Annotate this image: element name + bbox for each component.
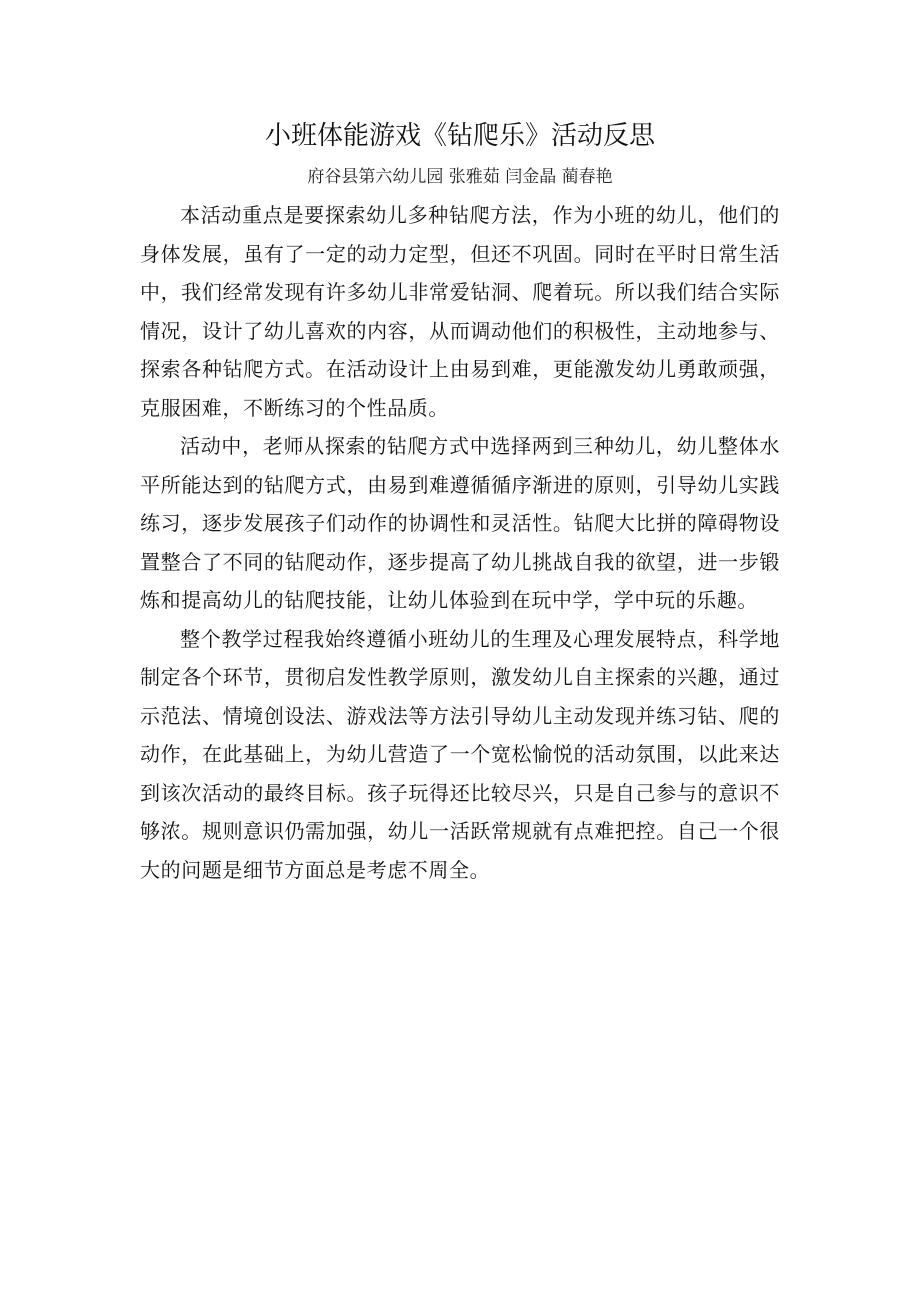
paragraph-1: 本活动重点是要探索幼儿多种钻爬方法，作为小班的幼儿，他们的身体发展，虽有了一定的动力定型，但还不巩固。同时在平时日常生活中，我们经常发现有许多幼儿非常爱钻洞、爬着玩。所以我们结合实际情况，设计了幼儿喜欢的内容，从而调动他们的积极性，主动地参与、探索各种钻爬方式。在活动设计上由易到难，更能激发幼儿勇敢顽强，克服困难，不断练习的个性品质。 (140, 203, 780, 420)
document-title: 小班体能游戏《钻爬乐》活动反思 (264, 121, 655, 151)
paragraph-2: 活动中，老师从探索的钻爬方式中选择两到三种幼儿，幼儿整体水平所能达到的钻爬方式，由易到难遵循循序渐进的原则，引导幼儿实践练习，逐步发展孩子们动作的协调性和灵活性。钻爬大比拼的障碍物设置整合了不同的钻爬动作，逐步提高了幼儿挑战自我的欲望，进一步锻炼和提高幼儿的钻爬技能，让幼儿体验到在玩中学，学中玩的乐趣。 (140, 434, 780, 612)
document-body (140, 196, 780, 889)
paragraph-3: 整个教学过程我始终遵循小班幼儿的生理及心理发展特点，科学地制定各个环节，贯彻启发性教学原则，激发幼儿自主探索的兴趣，通过示范法、情境创设法、游戏法等方法引导幼儿主动发现并练习钻、爬的动作，在此基础上，为幼儿营造了一个宽松愉悦的活动氛围，以此来达到该次活动的最终目标。孩子玩得还比较尽兴，只是自己参与的意识不够浓。规则意识仍需加强，幼儿一活跃常规就有点难把控。自己一个很大的问题是细节方面总是考虑不周全。 (140, 626, 780, 882)
author-line: 府谷县第六幼儿园 张雅茹 闫金晶 蔺春艳 (307, 167, 613, 187)
